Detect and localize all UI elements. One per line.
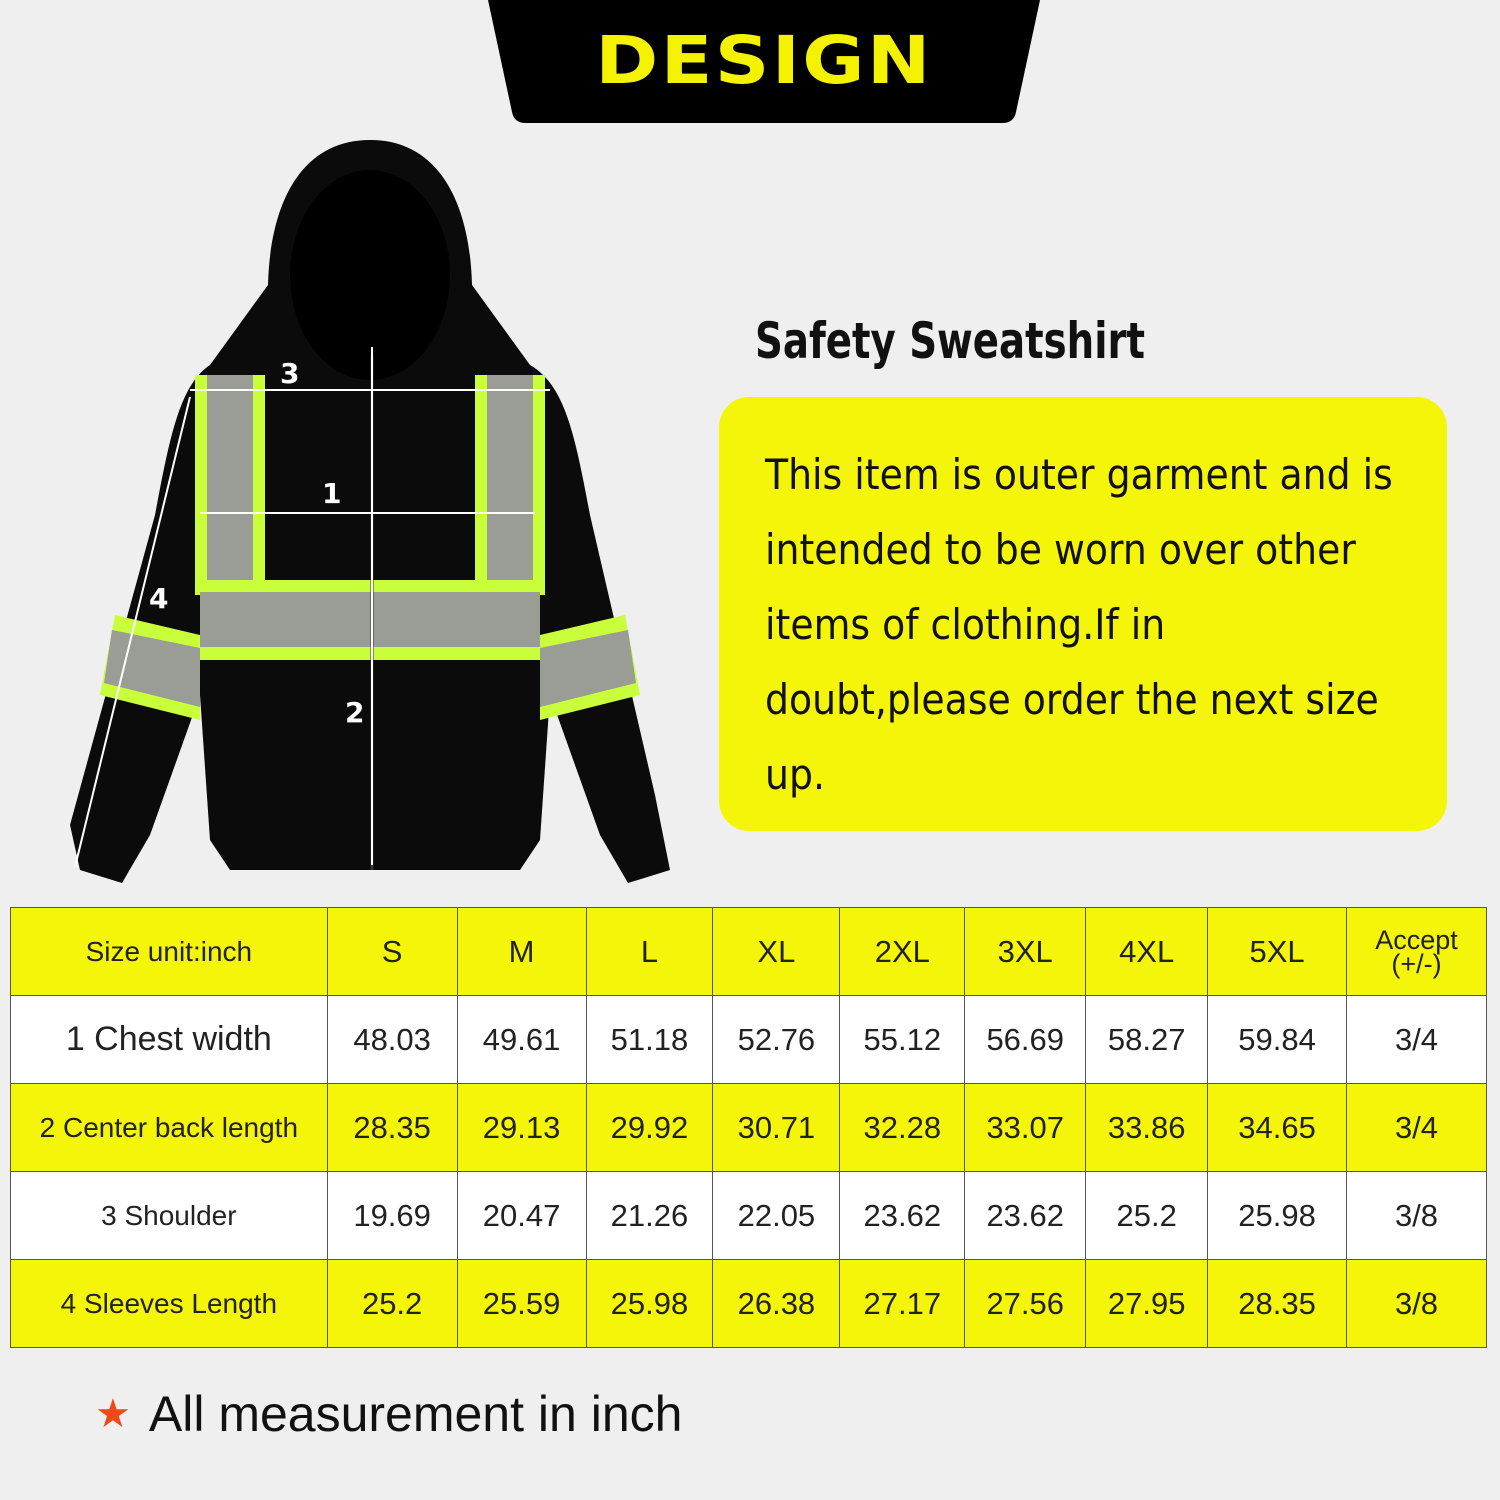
size-table	[10, 907, 1487, 1348]
value-cell: 49.61	[457, 996, 586, 1084]
value-cell: 21.26	[586, 1172, 713, 1260]
footer-note	[95, 1385, 682, 1443]
value-cell: 28.35	[327, 1084, 457, 1172]
value-cell: 30.71	[713, 1084, 840, 1172]
value-cell: 20.47	[457, 1172, 586, 1260]
header-cell: 3XL	[965, 908, 1086, 996]
accept-cell: 3/8	[1347, 1260, 1487, 1348]
value-cell: 48.03	[327, 996, 457, 1084]
label-1: 1	[322, 477, 342, 510]
header-cell: S	[327, 908, 457, 996]
header-cell: 2XL	[840, 908, 965, 996]
design-banner	[488, 0, 1040, 123]
value-cell: 34.65	[1208, 1084, 1347, 1172]
value-cell: 33.86	[1086, 1084, 1208, 1172]
header-cell-accept	[1347, 908, 1487, 996]
value-cell: 19.69	[327, 1172, 457, 1260]
value-cell: 25.98	[1208, 1172, 1347, 1260]
value-cell: 32.28	[840, 1084, 965, 1172]
header-cell: L	[586, 908, 713, 996]
label-4: 4	[149, 582, 169, 615]
value-cell: 26.38	[713, 1260, 840, 1348]
fit-note-box	[719, 397, 1447, 831]
table-row	[11, 1084, 1487, 1172]
row-label: 1 Chest width	[11, 996, 328, 1084]
value-cell: 25.2	[327, 1260, 457, 1348]
value-cell: 51.18	[586, 996, 713, 1084]
value-cell: 55.12	[840, 996, 965, 1084]
fit-note-text: This item is outer garment and is intended to be worn over other items of clothing.If in doubt,please order the next size up.	[765, 450, 1393, 799]
banner-text: DESIGN	[595, 22, 933, 99]
value-cell: 25.2	[1086, 1172, 1208, 1260]
value-cell: 23.62	[840, 1172, 965, 1260]
accept-label: Accept	[1375, 924, 1458, 955]
header-cell: M	[457, 908, 586, 996]
header-cell: XL	[713, 908, 840, 996]
value-cell: 23.62	[965, 1172, 1086, 1260]
table-row	[11, 996, 1487, 1084]
value-cell: 28.35	[1208, 1260, 1347, 1348]
value-cell: 59.84	[1208, 996, 1347, 1084]
value-cell: 33.07	[965, 1084, 1086, 1172]
label-2: 2	[345, 696, 365, 729]
header-cell: 5XL	[1208, 908, 1347, 996]
value-cell: 25.98	[586, 1260, 713, 1348]
value-cell: 22.05	[713, 1172, 840, 1260]
value-cell: 27.95	[1086, 1260, 1208, 1348]
table-row	[11, 1172, 1487, 1260]
value-cell: 25.59	[457, 1260, 586, 1348]
accept-cell: 3/8	[1347, 1172, 1487, 1260]
value-cell: 58.27	[1086, 996, 1208, 1084]
value-cell: 27.56	[965, 1260, 1086, 1348]
product-title: Safety Sweatshirt	[755, 312, 1146, 370]
label-3: 3	[280, 357, 300, 390]
header-cell: 4XL	[1086, 908, 1208, 996]
row-label: 3 Shoulder	[11, 1172, 328, 1260]
table-row	[11, 1260, 1487, 1348]
star-icon: ★	[95, 1392, 131, 1436]
row-label: 2 Center back length	[11, 1084, 328, 1172]
header-cell: Size unit:inch	[11, 908, 328, 996]
value-cell: 52.76	[713, 996, 840, 1084]
row-label: 4 Sleeves Length	[11, 1260, 328, 1348]
table-header-row	[11, 908, 1487, 996]
accept-cell: 3/4	[1347, 1084, 1487, 1172]
value-cell: 29.92	[586, 1084, 713, 1172]
footer-text: All measurement in inch	[148, 1386, 683, 1442]
value-cell: 27.17	[840, 1260, 965, 1348]
jacket-illustration	[60, 135, 680, 895]
value-cell: 56.69	[965, 996, 1086, 1084]
accept-cell: 3/4	[1347, 996, 1487, 1084]
accept-sub: (+/-)	[1391, 948, 1442, 979]
value-cell: 29.13	[457, 1084, 586, 1172]
